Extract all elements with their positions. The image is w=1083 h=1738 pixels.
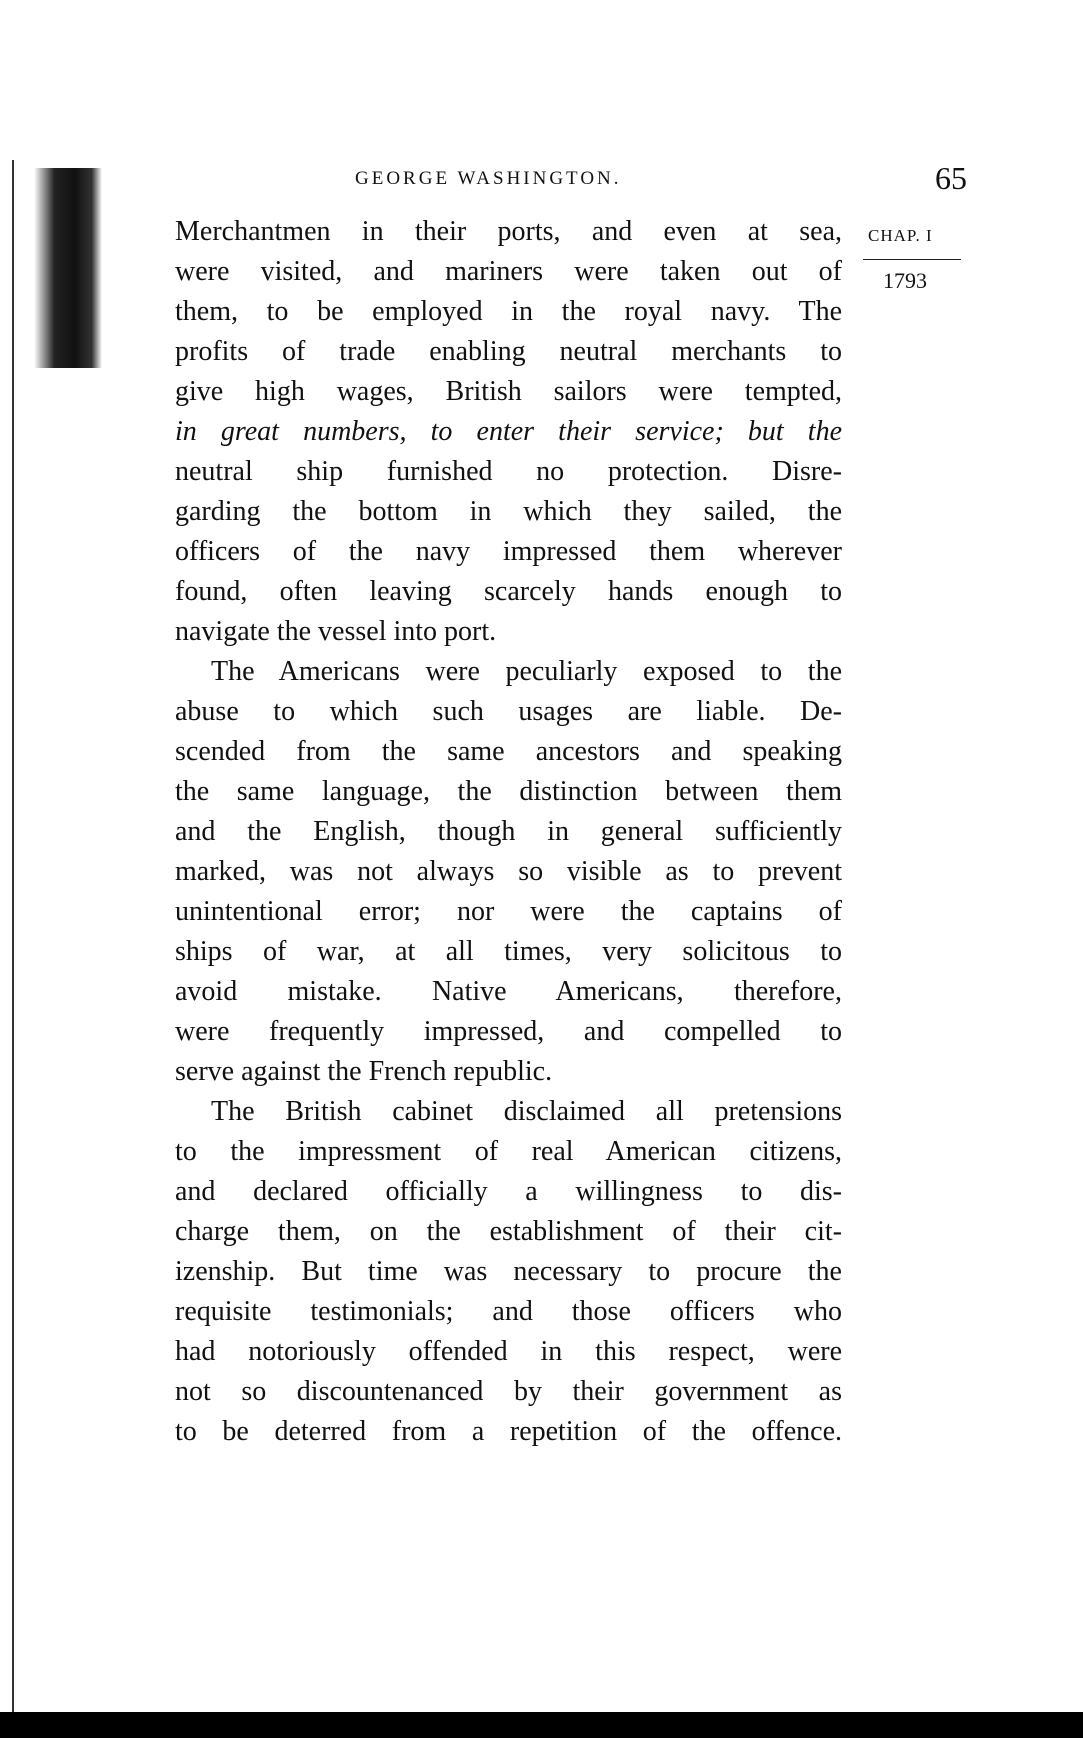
- text-line: give high wages, British sailors were tempted,: [175, 376, 842, 407]
- text-line: scended from the same ancestors and speaking: [175, 736, 842, 767]
- text-line: had notoriously offended in this respect, were: [175, 1336, 842, 1367]
- text-line: found, often leaving scarcely hands enough to: [175, 576, 842, 607]
- text-line: were frequently impressed, and compelled to: [175, 1016, 842, 1047]
- text-line: Merchantmen in their ports, and even at sea,: [175, 216, 842, 247]
- running-head: GEORGE WASHINGTON.: [355, 168, 622, 189]
- text-line: and the English, though in general sufficiently: [175, 816, 842, 847]
- text-line: unintentional error; nor were the captains of: [175, 896, 842, 927]
- text-line: them, to be employed in the royal navy. The: [175, 296, 842, 327]
- text-line: The British cabinet disclaimed all pretensions: [211, 1096, 842, 1127]
- text-line: officers of the navy impressed them wherever: [175, 536, 842, 567]
- margin-chapter-note: CHAP. I: [868, 226, 933, 245]
- text-line: not so discountenanced by their government as: [175, 1376, 842, 1407]
- text-line: The Americans were peculiarly exposed to the: [211, 656, 842, 687]
- text-line: in great numbers, to enter their service; but the: [175, 416, 842, 447]
- page-number: 65: [935, 160, 967, 196]
- body-text: [175, 212, 842, 1452]
- text-line: charge them, on the establishment of their cit-: [175, 1216, 842, 1247]
- text-line: profits of trade enabling neutral merchants to: [175, 336, 842, 367]
- text-line: izenship. But time was necessary to procure the: [175, 1256, 842, 1287]
- text-line: ships of war, at all times, very solicitous to: [175, 936, 842, 967]
- scan-bottom-bar: [0, 1712, 1083, 1738]
- text-line: and declared officially a willingness to dis-: [175, 1176, 842, 1207]
- text-line: serve against the French republic.: [175, 1056, 553, 1087]
- text-line: navigate the vessel into port.: [175, 616, 497, 647]
- text-line: were visited, and mariners were taken out of: [175, 256, 842, 287]
- margin-year-note: 1793: [883, 268, 927, 293]
- text-line: marked, was not always so visible as to prevent: [175, 856, 842, 887]
- scan-binding-shadow: [34, 168, 102, 368]
- text-line: garding the bottom in which they sailed, the: [175, 496, 842, 527]
- text-line: to the impressment of real American citizens,: [175, 1136, 842, 1167]
- text-line: the same language, the distinction between them: [175, 776, 842, 807]
- text-line: requisite testimonials; and those officers who: [175, 1296, 842, 1327]
- margin-divider: [863, 259, 961, 260]
- scan-edge-line: [12, 160, 14, 1730]
- text-line: avoid mistake. Native Americans, therefore,: [175, 976, 842, 1007]
- text-line: neutral ship furnished no protection. Disre-: [175, 456, 842, 487]
- text-line: to be deterred from a repetition of the offence.: [175, 1416, 842, 1447]
- text-line: abuse to which such usages are liable. De-: [175, 696, 842, 727]
